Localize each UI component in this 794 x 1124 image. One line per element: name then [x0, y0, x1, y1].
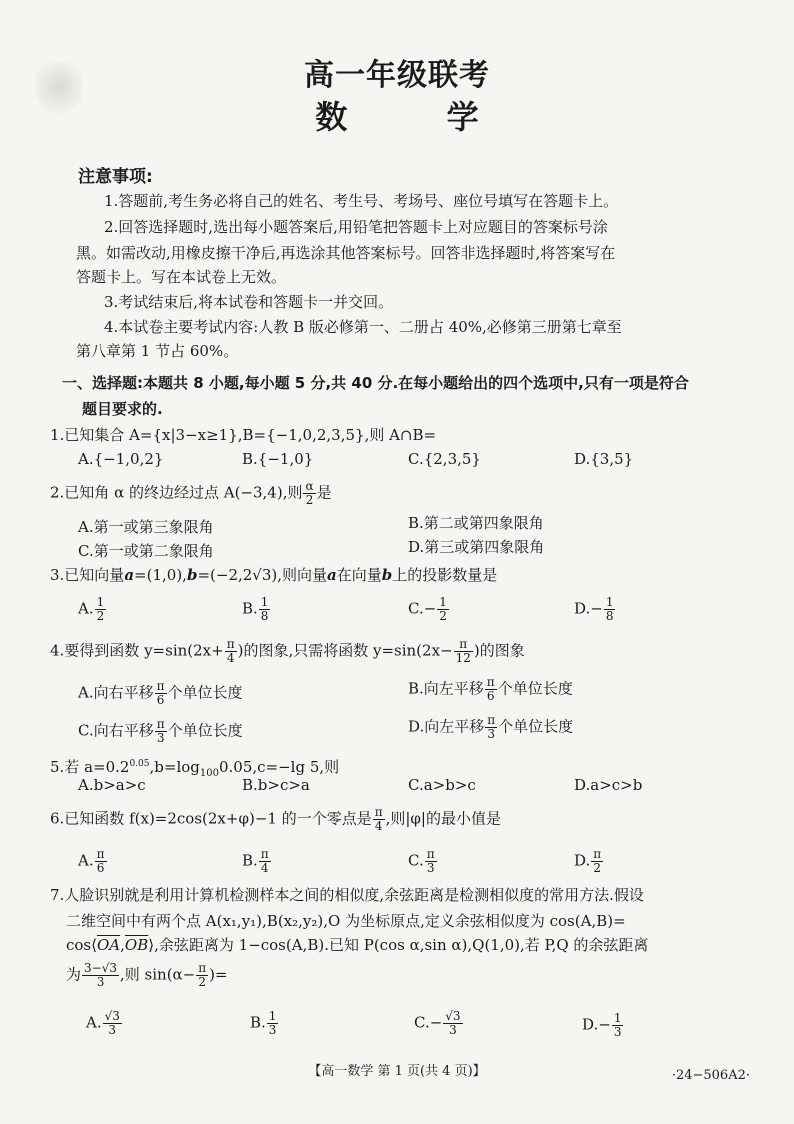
- opt-label: B.: [250, 1013, 266, 1032]
- log-base: 100: [199, 768, 219, 779]
- opt-label: B.: [242, 851, 258, 870]
- frac-num: √3: [445, 1009, 461, 1023]
- frac-den: 6: [156, 693, 165, 707]
- q6-option-a: [78, 848, 108, 875]
- q3-text: 3.已知向量: [50, 566, 125, 584]
- frac-den: 2: [439, 609, 447, 623]
- frac-den: 2: [593, 861, 602, 875]
- question-3-stem: [50, 564, 497, 585]
- frac-num: π: [226, 637, 235, 651]
- frac-den: 6: [96, 861, 105, 875]
- q4-option-a: [78, 680, 243, 707]
- q7-option-a: [86, 1010, 123, 1037]
- frac-den: 3: [96, 975, 105, 989]
- q3-text: 在向量: [336, 566, 382, 584]
- q1-option-a: A.{−1,0,2}: [78, 450, 164, 468]
- question-7-line-1: 7.人脸识别就是利用计算机检测样本之间的相似度,余弦距离是检测相似度的常用方法.假设: [50, 886, 644, 904]
- paper-code: ·24−506A2·: [671, 1068, 750, 1083]
- q3-text: =(1,0),: [134, 566, 187, 584]
- q4-text: )的图象: [473, 641, 525, 660]
- opt-label: A.: [78, 599, 94, 618]
- question-7-line-3: [66, 934, 648, 955]
- q1-option-c: C.{2,3,5}: [408, 450, 481, 468]
- vector-b: b: [381, 566, 393, 584]
- opt-frac: [95, 596, 107, 623]
- q3-option-d: [574, 596, 616, 623]
- opt-frac: [485, 676, 497, 703]
- opt-frac: [267, 1010, 279, 1037]
- opt-label: C.: [408, 851, 424, 870]
- q5-option-a: A.b>a>c: [78, 776, 146, 794]
- opt-label: B.: [242, 599, 258, 618]
- notice-line: 1.答题前,考生务必将自己的姓名、考生号、考场号、座位号填写在答题卡上。: [104, 192, 619, 210]
- notice-line: 答题卡上。写在本试卷上无效。: [76, 268, 287, 286]
- q5-option-b: B.b>c>a: [242, 776, 310, 794]
- q3-option-c: [408, 596, 450, 623]
- q2-option-b: B.第二或第四象限角: [408, 514, 544, 532]
- frac-den: 4: [374, 819, 383, 833]
- frac-den: 2: [96, 609, 105, 623]
- q5-option-d: D.a>c>b: [574, 776, 643, 794]
- q4-text: )的图象,只需将函数 y=sin(2x−: [237, 641, 453, 660]
- q6-frac: [373, 806, 385, 833]
- frac-den: 3: [613, 1025, 622, 1039]
- q6-option-c: [408, 848, 438, 875]
- q2-stem-tail: 是: [316, 483, 332, 502]
- q5-text: ,b=log: [149, 758, 200, 776]
- frac-num: 1: [260, 595, 269, 609]
- q7-frac: [82, 962, 119, 989]
- q7-text: )=: [209, 965, 228, 984]
- q7-text: cos⟨: [66, 936, 97, 954]
- frac-num: π: [487, 713, 496, 727]
- opt-frac: [612, 1012, 624, 1039]
- opt-frac: [259, 596, 271, 623]
- frac-num: 1: [96, 595, 105, 609]
- opt-label: C.−: [408, 599, 437, 618]
- opt-frac: [155, 680, 167, 707]
- frac-den: 3: [268, 1023, 277, 1037]
- subject-title: 数 学: [315, 98, 523, 136]
- frac-num: 1: [439, 595, 447, 609]
- opt-label: A.: [78, 851, 94, 870]
- opt-label: D.: [574, 851, 591, 870]
- q7-frac: [196, 962, 208, 989]
- frac-den: 12: [455, 651, 471, 665]
- vector-a: a: [327, 566, 337, 584]
- q6-option-b: [242, 848, 272, 875]
- vector-ob: $\overline{OB}$: [124, 936, 149, 954]
- frac-num: π: [198, 961, 207, 975]
- frac-num: 1: [605, 595, 614, 609]
- frac-den: 3: [449, 1023, 457, 1037]
- question-4-stem: [50, 638, 525, 665]
- q4-option-d: [408, 714, 573, 741]
- opt-frac: [155, 718, 167, 745]
- notice-line: 4.本试卷主要考试内容:人教 B 版必修第一、二册占 40%,必修第三册第七章至: [104, 318, 622, 336]
- opt-text: A.向右平移: [78, 683, 154, 702]
- q7-option-b: [250, 1010, 279, 1037]
- frac-den: 8: [605, 609, 614, 623]
- q5-text: 0.05,c=−lg 5,则: [218, 758, 340, 776]
- frac-num: π: [374, 805, 383, 819]
- frac-den: 3: [156, 731, 165, 745]
- notice-heading: 注意事项:: [78, 167, 153, 187]
- frac-den: 4: [260, 861, 269, 875]
- q5-text: 5.若 a=0.2: [50, 758, 130, 776]
- vector-a: a: [124, 566, 135, 584]
- vector-b: b: [186, 566, 198, 584]
- exponent: 0.05: [129, 759, 150, 769]
- q7-text: ⟩,余弦距离为 1−cos(A,B).已知 P(cos α,sin α),Q(1,0),若 P,Q 的余弦距离: [148, 936, 649, 954]
- opt-frac: [95, 848, 107, 875]
- opt-label: C.−: [414, 1013, 443, 1032]
- q4-option-b: [408, 676, 573, 703]
- vector-oa: $\overline{OA}$: [96, 936, 121, 954]
- q5-option-c: C.a>b>c: [408, 776, 476, 794]
- frac-num: π: [260, 847, 269, 861]
- notice-line: 2.回答选择题时,选出每小题答案后,用铅笔把答题卡上对应题目的答案标号涂: [104, 218, 608, 236]
- q4-text: 4.要得到函数 y=sin(2x+: [50, 641, 224, 660]
- q2-option-a: A.第一或第三象限角: [78, 518, 214, 536]
- opt-label: A.: [86, 1013, 102, 1032]
- q7-option-c: [414, 1010, 464, 1037]
- q6-text: 6.已知函数 f(x)=2cos(2x+φ)−1 的一个零点是: [50, 809, 372, 828]
- q7-text: ,: [120, 936, 125, 954]
- opt-frac: [103, 1010, 122, 1037]
- opt-frac: [485, 714, 497, 741]
- opt-frac: [604, 596, 616, 623]
- q3-text: 上的投影数量是: [392, 566, 498, 584]
- q7-option-d: [582, 1012, 624, 1039]
- opt-text: C.向右平移: [78, 721, 154, 740]
- q3-option-b: [242, 596, 271, 623]
- frac-num: π: [96, 847, 105, 861]
- opt-text: 个单位长度: [498, 717, 574, 736]
- question-1-stem: 1.已知集合 A={x|3−x≥1},B={−1,0,2,3,5},则 A∩B=: [50, 426, 437, 444]
- question-6-stem: [50, 806, 501, 833]
- frac-den: 3: [108, 1023, 117, 1037]
- frac-num: π: [426, 847, 435, 861]
- opt-text: B.向左平移: [408, 679, 484, 698]
- question-2-stem: [50, 480, 332, 507]
- opt-frac: [443, 1010, 462, 1037]
- q3-option-a: [78, 596, 107, 623]
- q4-frac: [454, 638, 473, 665]
- q2-option-c: C.第一或第二象限角: [78, 542, 214, 560]
- frac-num: π: [486, 675, 495, 689]
- question-7-line-4: [66, 962, 228, 989]
- q1-option-d: D.{3,5}: [574, 450, 634, 468]
- opt-frac: [437, 596, 449, 623]
- q2-stem-text: 2.已知角 α 的终边经过点 A(−3,4),则: [50, 483, 303, 502]
- opt-label: D.−: [582, 1015, 611, 1034]
- opt-text: 个单位长度: [497, 679, 573, 698]
- frac-den: 3: [426, 861, 435, 875]
- opt-label: D.−: [574, 599, 603, 618]
- frac-den: 3: [487, 727, 496, 741]
- frac-num: π: [156, 717, 165, 731]
- opt-text: 个单位长度: [167, 721, 243, 740]
- notice-line: 黑。如需改动,用橡皮擦干净后,再选涂其他答案标号。回答非选择题时,将答案写在: [76, 244, 616, 262]
- q6-option-d: [574, 848, 604, 875]
- q2-option-d: D.第三或第四象限角: [408, 538, 545, 556]
- frac-num: 1: [268, 1009, 277, 1023]
- opt-text: D.向左平移: [408, 717, 485, 736]
- frac-num: √3: [104, 1009, 120, 1023]
- opt-frac: [425, 848, 437, 875]
- notice-line: 3.考试结束后,将本试卷和答题卡一并交回。: [104, 293, 394, 311]
- notice-line: 第八章第 1 节占 60%。: [76, 342, 239, 360]
- q1-option-b: B.{−1,0}: [242, 450, 314, 468]
- section-heading: 一、选择题:本题共 8 小题,每小题 5 分,共 40 分.在每小题给出的四个选项中,只有一项是符合: [62, 374, 689, 392]
- opt-text: 个单位长度: [167, 683, 243, 702]
- exam-title: 高一年级联考: [304, 58, 490, 93]
- q3-text: =(−2,2√3),则向量: [197, 566, 328, 584]
- frac-den: 2: [305, 493, 314, 507]
- frac-den: 6: [486, 689, 495, 703]
- frac-num: α: [305, 479, 314, 493]
- frac-den: 4: [226, 651, 235, 665]
- opt-frac: [591, 848, 603, 875]
- q6-text: ,则|φ|的最小值是: [385, 809, 501, 828]
- q7-text: ,则 sin(α−: [120, 965, 196, 984]
- frac-num: π: [454, 638, 473, 652]
- frac-num: 1: [613, 1011, 622, 1025]
- frac-num: π: [156, 679, 165, 693]
- frac-num: π: [593, 847, 602, 861]
- section-heading-cont: 题目要求的.: [82, 400, 163, 418]
- frac-num: 3−√3: [84, 961, 117, 975]
- q7-text: 为: [66, 965, 82, 984]
- q4-option-c: [78, 718, 243, 745]
- q2-fraction: [303, 480, 315, 507]
- q4-frac: [225, 638, 237, 665]
- frac-den: 8: [260, 609, 269, 623]
- question-7-line-2: 二维空间中有两个点 A(x₁,y₁),B(x₂,y₂),O 为坐标原点,定义余弦相似度为 cos(A,B)=: [66, 912, 626, 930]
- frac-den: 2: [198, 975, 207, 989]
- opt-frac: [259, 848, 271, 875]
- page-footer: 【高一数学 第 1 页(共 4 页)】: [308, 1064, 486, 1079]
